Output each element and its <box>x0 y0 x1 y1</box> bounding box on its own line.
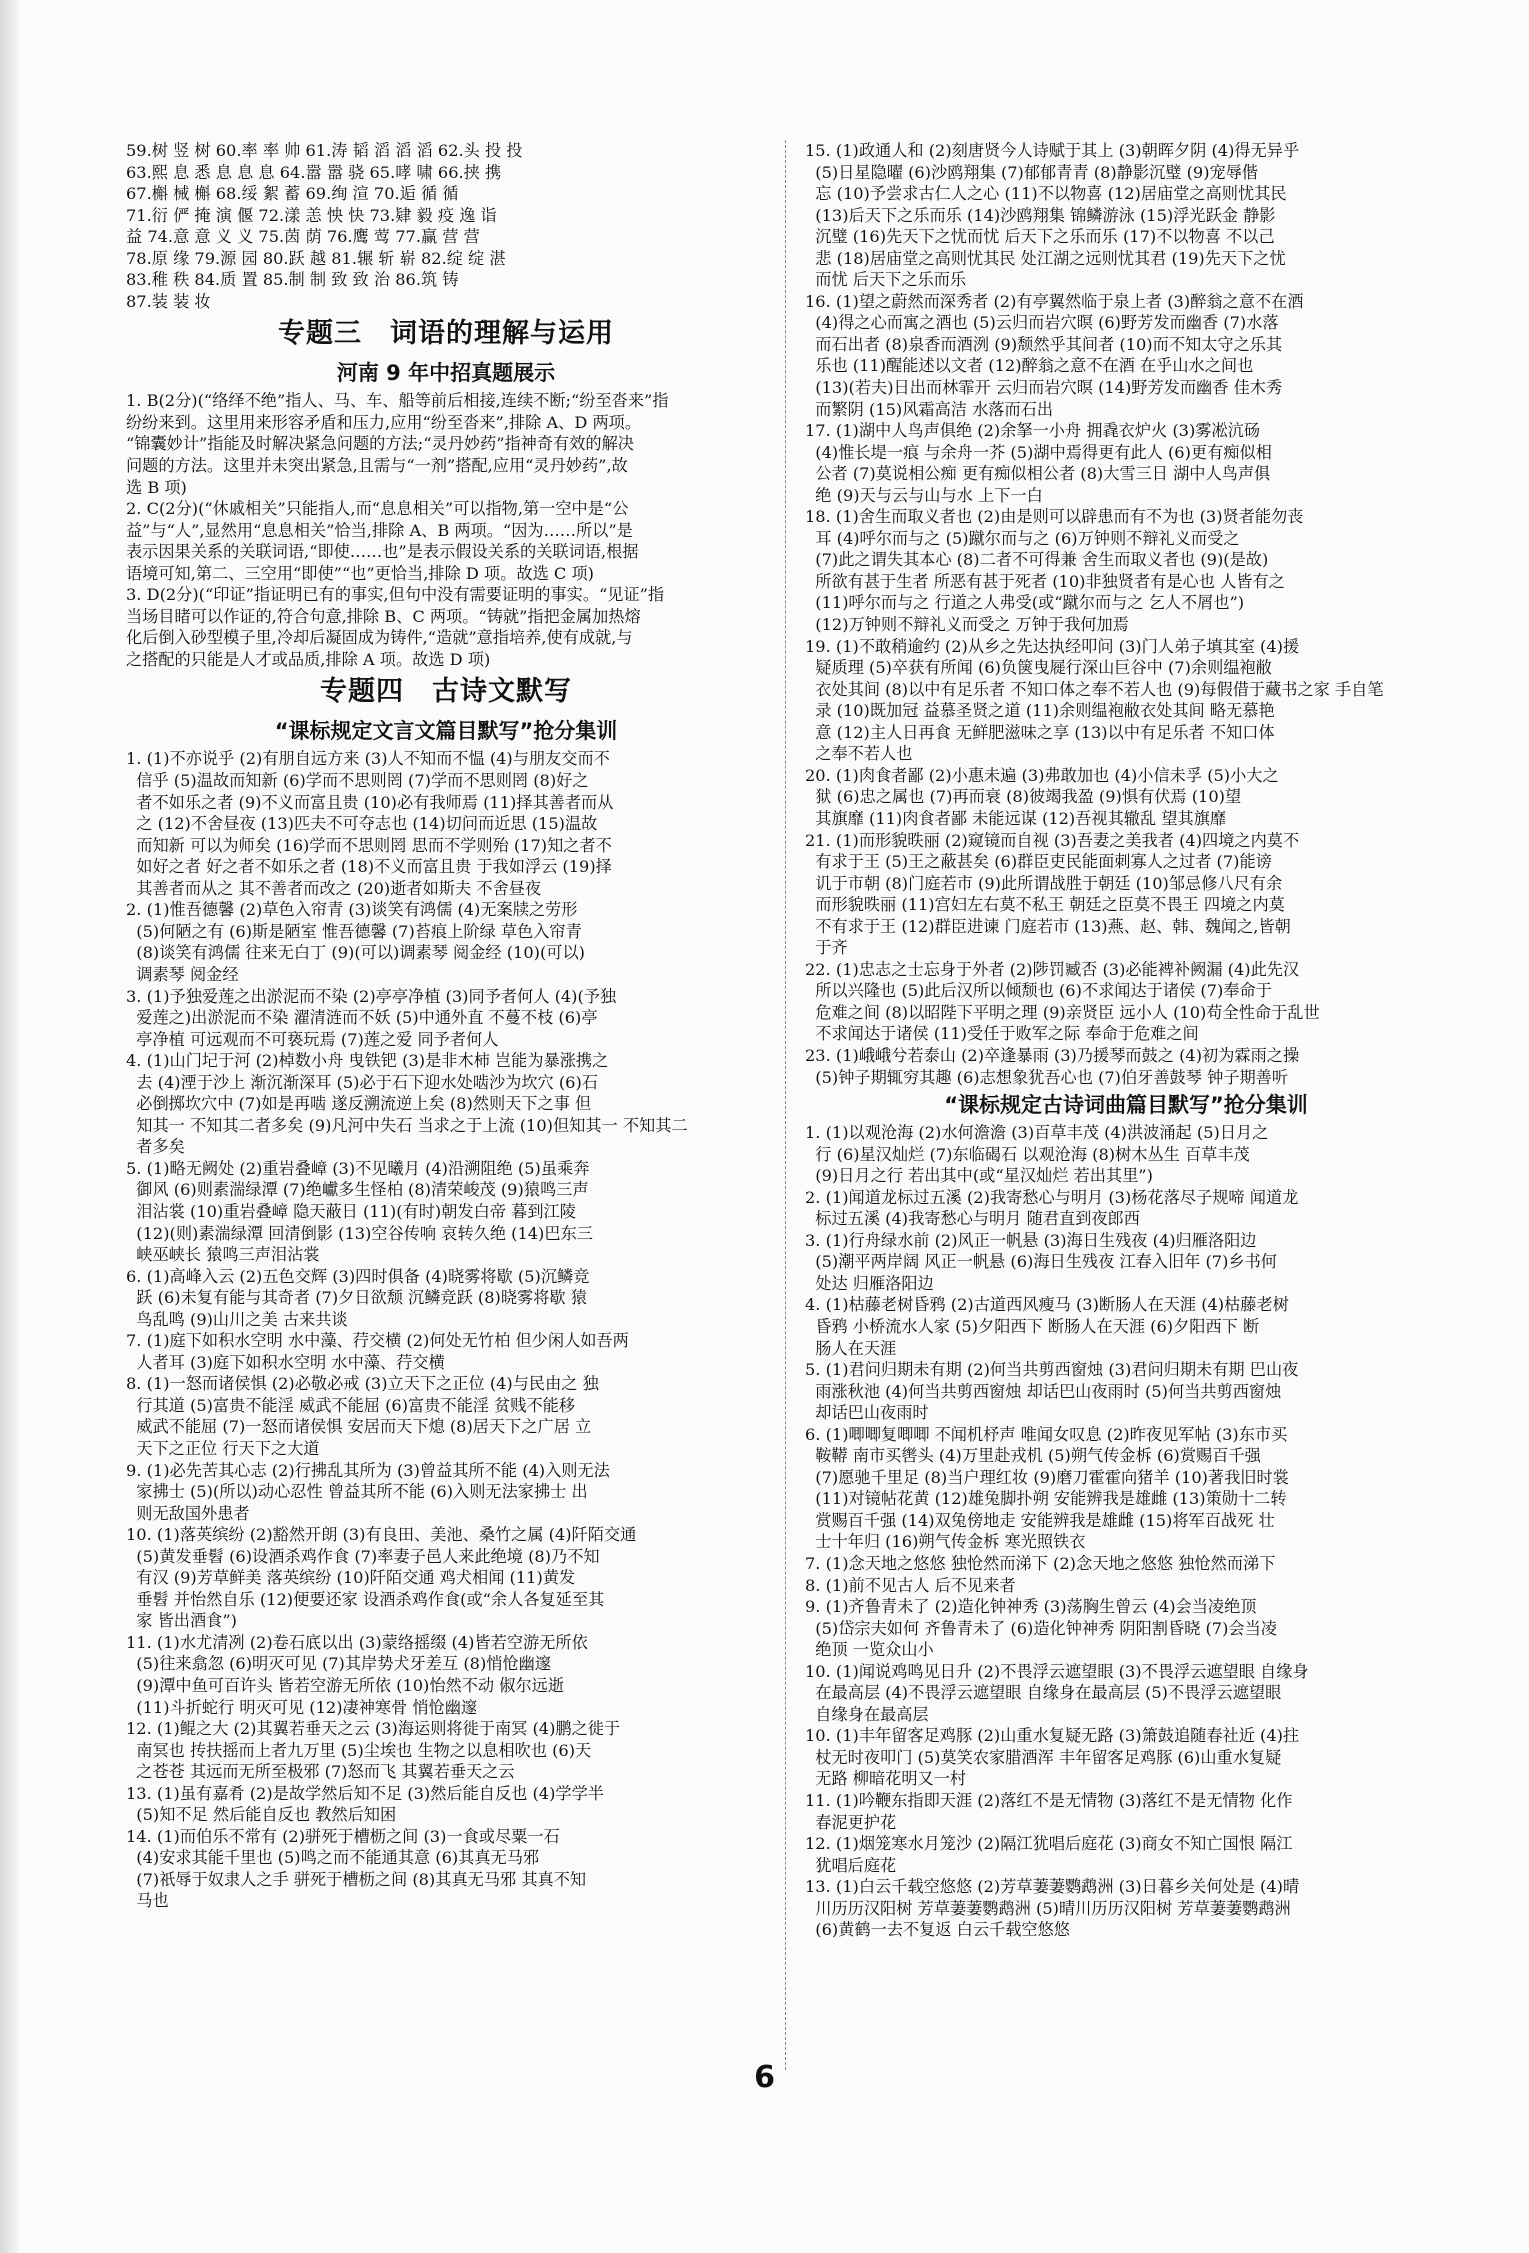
answer-line: 17. (1)湖中人鸟声俱绝 (2)余拏一小舟 拥毳衣炉火 (3)雾凇沆砀 <box>805 421 1261 441</box>
answer-line: (9)潭中鱼可百许头 皆若空游无所依 (10)怡然不动 俶尔远逝 <box>126 1676 565 1695</box>
subsection-heading: “课标规定文言文篇目默写”抢分集训 <box>274 719 618 744</box>
answer-line: (13)(若夫)日出而林霏开 云归而岩穴暝 (14)野芳发而幽香 佳木秀 <box>805 378 1283 398</box>
answer-line: 人者耳 (3)庭下如积水空明 水中藻、荇交横 <box>126 1352 445 1372</box>
answer-line: 疑质理 (5)卒获有所闻 (6)负箧曳屣行深山巨谷中 (7)余则缊袍敝 <box>805 658 1272 678</box>
answer-line: (4)得之心而寓之酒也 (5)云归而岩穴暝 (6)野芳发而幽香 (7)水落 <box>805 313 1279 333</box>
answer-line: 知其一 不知其二者多矣 (9)凡河中失石 当求之于上流 (10)但知其一 不知其二 <box>126 1115 688 1135</box>
answer-line: 18. (1)舍生而取义者也 (2)由是则可以辟患而有不为也 (3)贤者能勿丧 <box>805 507 1304 527</box>
answer-line: 无路 柳暗花明又一村 <box>805 1769 967 1789</box>
answer-line: 危难之间 (8)以昭陛下平明之理 (9)亲贤臣 远小人 (10)苟全性命于乱世 <box>805 1002 1320 1022</box>
answer-line: 问题的方法。这里并未突出紧急,且需与“一剂”搭配,应用“灵丹妙药”,故 <box>126 456 628 476</box>
answer-line: 峡巫峡长 猿鸣三声泪沾裳 <box>126 1245 320 1265</box>
answer-line: 83.稚 秩 84.质 置 85.制 制 致 致 治 86.筑 铸 <box>126 270 459 290</box>
answer-line: 杖无时夜叩门 (5)莫笑农家腊酒浑 丰年留客足鸡豚 (6)山重水复疑 <box>805 1747 1282 1767</box>
answer-line: 赏赐百千强 (14)双兔傍地走 安能辨我是雄雌 (15)将军百战死 壮 <box>805 1510 1275 1530</box>
answer-line: 而知新 可以为师矣 (16)学而不思则罔 思而不学则殆 (17)知之者不 <box>126 835 612 855</box>
answer-line: 表示因果关系的关联词语,“即使……也”是表示假设关系的关联词语,根据 <box>126 542 639 562</box>
answer-line: 狱 (6)忠之属也 (7)再而衰 (8)彼竭我盈 (9)惧有伏焉 (10)望 <box>805 787 1242 807</box>
answer-line: 鸟乱鸣 (9)山川之美 古来共谈 <box>126 1309 348 1329</box>
answer-line: 化后倒入砂型模子里,冷却后凝固成为铸件,“造就”意指培养,使有成就,与 <box>126 628 633 648</box>
answer-line: 处达 归雁洛阳边 <box>805 1273 934 1293</box>
answer-line: 绝顶 一览众山小 <box>805 1640 934 1660</box>
answer-line: 不求闻达于诸侯 (11)受任于败军之际 奉命于危难之间 <box>805 1024 1199 1044</box>
answer-line: (9)日月之行 若出其中(或“星汉灿烂 若出其里”) <box>805 1166 1153 1186</box>
answer-line: 绝 (9)天与云与山与水 上下一白 <box>805 485 1043 505</box>
answer-line: 所欲有甚于生者 所恶有甚于死者 (10)非独贤者有是心也 人皆有之 <box>805 571 1285 591</box>
answer-line: 语境可知,第二、三空用“即使”“也”更恰当,排除 D 项。故选 C 项) <box>126 563 594 583</box>
answer-line: 益 74.意 意 义 义 75.茵 荫 76.鹰 莺 77.赢 营 营 <box>126 227 480 247</box>
answer-line: 泪沾裳 (10)重岩叠嶂 隐天蔽日 (11)(有时)朝发白帝 暮到江陵 <box>126 1201 576 1221</box>
subsection-heading: “课标规定古诗词曲篇目默写”抢分集训 <box>944 1093 1308 1118</box>
answer-line: 肠人在天涯 <box>805 1338 897 1358</box>
answer-line: “锦囊妙计”指能及时解决紧急问题的方法;“灵丹妙药”指神奇有效的解决 <box>126 434 634 454</box>
answer-line: (6)黄鹤一去不复返 白云千载空悠悠 <box>805 1920 1070 1940</box>
answer-line: 其旗靡 (11)肉食者鄙 未能远谋 (12)吾视其辙乱 望其旗靡 <box>805 808 1227 828</box>
answer-line: 不有求于王 (12)群臣进谏 门庭若市 (13)燕、赵、韩、魏闻之,皆朝 <box>805 916 1291 936</box>
answer-line: 1. B(2分)(“络绎不绝”指人、马、车、船等前后相接,连续不断;“纷至沓来”指 <box>126 391 669 411</box>
answer-line: (7)祇辱于奴隶人之手 骈死于槽枥之间 (8)其真无马邪 其真不知 <box>126 1869 587 1889</box>
answer-line: 有汉 (9)芳草鲜美 落英缤纷 (10)阡陌交通 鸡犬相闻 (11)黄发 <box>126 1568 576 1588</box>
answer-line: 沉璧 (16)先天下之忧而忧 后天下之乐而乐 (17)不以物喜 不以己 <box>805 227 1275 247</box>
answer-line: 犹唱后庭花 <box>805 1855 897 1875</box>
answer-line: 3. (1)行舟绿水前 (2)风正一帆悬 (3)海日生残夜 (4)归雁洛阳边 <box>805 1230 1257 1250</box>
answer-line: 爱莲之)出淤泥而不染 濯清涟而不妖 (5)中通外直 不蔓不枝 (6)亭 <box>126 1008 598 1028</box>
answer-line: 11. (1)水尤清冽 (2)卷石底以出 (3)蒙络摇缀 (4)皆若空游无所依 <box>126 1632 588 1652</box>
answer-line: 士十年归 (16)朔气传金柝 寒光照铁衣 <box>805 1532 1086 1552</box>
answer-line: (7)此之谓失其本心 (8)二者不可得兼 舍生而取义者也 (9)(是故) <box>805 550 1269 570</box>
answer-line: 乐也 (11)醒能述以文者 (12)醉翁之意不在酒 在乎山水之间也 <box>805 356 1254 376</box>
answer-line: 行其道 (5)富贵不能淫 威武不能屈 (6)富贵不能淫 贫贱不能移 <box>126 1395 576 1415</box>
answer-line: 标过五溪 (4)我寄愁心与明月 随君直到夜郎西 <box>805 1209 1140 1229</box>
answer-line: 录 (10)既加冠 益慕圣贤之道 (11)余则缊袍敝衣处其间 略无慕艳 <box>805 701 1275 721</box>
section-heading: 专题三 词语的理解与运用 <box>278 318 614 350</box>
answer-line: 15. (1)政通人和 (2)刻唐贤今人诗赋于其上 (3)朝晖夕阴 (4)得无异乎 <box>805 141 1300 160</box>
answer-line: (5)往来翕忽 (6)明灭可见 (7)其岸势犬牙差互 (8)悄怆幽邃 <box>126 1654 552 1674</box>
answer-line: 10. (1)丰年留客足鸡豚 (2)山重水复疑无路 (3)箫鼓追随春社近 (4)拄 <box>805 1726 1300 1746</box>
answer-line: (5)日星隐曜 (6)沙鸥翔集 (7)郁郁青青 (8)静影沉璧 (9)宠辱偕 <box>805 162 1259 182</box>
answer-line: 雨涨秋池 (4)何当共剪西窗烛 却话巴山夜雨时 (5)何当共剪西窗烛 <box>805 1381 1282 1401</box>
answer-line: 4. (1)山门圮于河 (2)棹数小舟 曳铁钯 (3)是非木柿 岂能为暴涨携之 <box>126 1051 609 1071</box>
answer-line: 跃 (6)未复有能与其奇者 (7)夕日欲颓 沉鳞竞跃 (8)晓雾将歇 猿 <box>126 1288 587 1308</box>
answer-line: (13)后天下之乐而乐 (14)沙鸥翔集 锦鳞游泳 (15)浮光跃金 静影 <box>805 205 1276 225</box>
answer-line: 则无敌国外患者 <box>126 1503 250 1523</box>
answer-line: 5. (1)略无阙处 (2)重岩叠嶂 (3)不见曦月 (4)沿溯阻绝 (5)虽乘奔 <box>126 1158 590 1178</box>
answer-line: 12. (1)烟笼寒水月笼沙 (2)隔江犹唱后庭花 (3)商女不知亡国恨 隔江 <box>805 1834 1293 1854</box>
answer-line: 7. (1)庭下如积水空明 水中藻、荇交横 (2)何处无竹柏 但少闲人如吾两 <box>126 1331 629 1351</box>
answer-line: 8. (1)一怒而诸侯惧 (2)必敬必戒 (3)立天下之正位 (4)与民由之 独 <box>126 1374 599 1394</box>
answer-line: 忘 (10)予尝求古仁人之心 (11)不以物喜 (12)居庙堂之高则忧其民 <box>805 184 1287 204</box>
answer-line: 行 (6)星汉灿烂 (7)东临碣石 以观沧海 (8)树木丛生 百草丰茂 <box>805 1144 1250 1164</box>
answer-line: 天下之正位 行天下之大道 <box>126 1438 320 1458</box>
answer-line: 其善者而从之 其不善者而改之 (20)逝者如斯夫 不舍昼夜 <box>126 878 542 898</box>
answer-line: 去 (4)湮于沙上 渐沉渐深耳 (5)必于石下迎水处啮沙为坎穴 (6)石 <box>126 1072 598 1092</box>
answer-line: 自缘身在最高层 <box>805 1704 929 1724</box>
answer-line: 悲 (18)居庙堂之高则忧其民 处江湖之远则忧其君 (19)先天下之忧 <box>805 248 1286 268</box>
answer-line: 而忧 后天下之乐而乐 <box>805 270 967 290</box>
answer-line: 12. (1)鲲之大 (2)其翼若垂天之云 (3)海运则将徙于南冥 (4)鹏之徙于 <box>126 1719 621 1739</box>
answer-line: 益”与“人”,显然用“息息相关”恰当,排除 A、B 两项。“因为……所以”是 <box>126 520 633 540</box>
answer-line: 在最高层 (4)不畏浮云遮望眼 自缘身在最高层 (5)不畏浮云遮望眼 <box>805 1683 1282 1703</box>
answer-line: (4)安求其能千里也 (5)鸣之而不能通其意 (6)其真无马邪 <box>126 1848 540 1868</box>
answer-line: 5. (1)君问归期未有期 (2)何当共剪西窗烛 (3)君问归期未有期 巴山夜 <box>805 1360 1299 1380</box>
answer-line: 6. (1)唧唧复唧唧 不闻机杼声 唯闻女叹息 (2)昨夜见军帖 (3)东市买 <box>805 1424 1288 1444</box>
answer-line: 13. (1)白云千载空悠悠 (2)芳草萋萋鹦鹉洲 (3)日暮乡关何处是 (4)晴 <box>805 1877 1300 1897</box>
answer-line: (5)钟子期辄穷其趣 (6)志想象犹吾心也 (7)伯牙善鼓琴 钟子期善听 <box>805 1067 1289 1087</box>
answer-line: 衣处其间 (8)以中有足乐者 不知口体之奉不若人也 (9)每假借于藏书之家 手自笔 <box>805 679 1384 699</box>
subsection-heading: 河南 9 年中招真题展示 <box>336 361 556 386</box>
answer-line: 调素琴 阅金经 <box>126 964 239 984</box>
answer-line: 3. (1)予独爱莲之出淤泥而不染 (2)亭亭净植 (3)同予者何人 (4)(予独 <box>126 986 617 1006</box>
page-number: 6 <box>754 2060 775 2095</box>
page-edge-shadow <box>0 0 18 2253</box>
answer-line: 鞍鞯 南市买辔头 (4)万里赴戎机 (5)朔气传金柝 (6)赏赐百千强 <box>805 1446 1261 1466</box>
answer-line: 于齐 <box>805 938 848 958</box>
answer-line: 71.衍 俨 掩 演 偃 72.漾 恙 怏 快 73.肄 毅 疫 逸 诣 <box>126 205 497 225</box>
answer-line: 7. (1)念天地之悠悠 独怆然而涕下 (2)念天地之悠悠 独怆然而涕下 <box>805 1554 1276 1573</box>
answer-line: 63.熙 息 悉 息 息 息 64.嚣 嚣 骁 65.哮 啸 66.挟 携 <box>126 162 502 182</box>
answer-line: 10. (1)闻说鸡鸣见日升 (2)不畏浮云遮望眼 (3)不畏浮云遮望眼 自缘身 <box>805 1661 1309 1681</box>
answer-line: 必倒掷坎穴中 (7)如是再啮 遂反溯流逆上矣 (8)然则天下之事 但 <box>126 1094 592 1114</box>
answer-line: 所以兴隆也 (5)此后汉所以倾颓也 (6)不求闻达于诸侯 (7)奉命于 <box>805 981 1272 1001</box>
answer-line: 78.原 缘 79.源 园 80.跃 越 81.辗 斩 崭 82.绽 绽 湛 <box>126 248 506 268</box>
answer-line: 2. (1)闻道龙标过五溪 (2)我寄愁心与明月 (3)杨花落尽子规啼 闻道龙 <box>805 1187 1299 1207</box>
answer-line: 23. (1)峨峨兮若泰山 (2)卒逢暴雨 (3)乃援琴而鼓之 (4)初为霖雨之操 <box>805 1045 1300 1065</box>
answer-line: 67.槲 械 槲 68.绥 絮 蓄 69.绚 渲 70.逅 循 循 <box>126 184 459 204</box>
answer-line: 之奉不若人也 <box>805 744 913 764</box>
answer-line: 讥于市朝 (8)门庭若市 (9)此所谓战胜于朝廷 (10)邹忌修八尺有余 <box>805 873 1283 893</box>
answer-line: (5)知不足 然后能自反也 教然后知困 <box>126 1805 397 1825</box>
answer-line: 川历历汉阳树 芳草萋萋鹦鹉洲 (5)晴川历历汉阳树 芳草萋萋鹦鹉洲 <box>805 1898 1291 1918</box>
answer-line: 2. C(2分)(“休戚相关”只能指人,而“息息相关”可以指物,第一空中是“公 <box>126 499 629 519</box>
answer-line: 之搭配的只能是人才或品质,排除 A 项。故选 D 项) <box>126 649 491 669</box>
answer-line: 而繁阴 (15)风霜高洁 水落而石出 <box>805 399 1054 419</box>
answer-line: 当场目睹可以作证的,符合句意,排除 B、C 两项。“铸就”指把金属加热熔 <box>126 606 641 626</box>
answer-line: 1. (1)以观沧海 (2)水何澹澹 (3)百草丰茂 (4)洪波涌起 (5)日月之 <box>805 1123 1269 1143</box>
answer-line: 者多矣 <box>126 1137 185 1157</box>
answer-line: 6. (1)高峰入云 (2)五色交辉 (3)四时俱备 (4)晓雾将歇 (5)沉鳞竞 <box>126 1266 590 1286</box>
section-heading: 专题四 古诗文默写 <box>320 676 572 708</box>
left-column <box>126 140 766 2140</box>
answer-line: 公者 (7)莫说相公痴 更有痴似相公者 (8)大雪三日 湖中人鸟声俱 <box>805 464 1271 484</box>
answer-line: 10. (1)落英缤纷 (2)豁然开朗 (3)有良田、美池、桑竹之属 (4)阡陌交通 <box>126 1525 637 1545</box>
answer-line: 家拂士 (5)(所以)动心忍性 曾益其所不能 (6)入则无法家拂士 出 <box>126 1482 588 1502</box>
answer-line: 意 (12)主人日再食 无鲜肥滋味之享 (13)以中有足乐者 不知口体 <box>805 722 1275 742</box>
answer-line: (11)呼尔而与之 行道之人弗受(或“蹴尔而与之 乞人不屑也”) <box>805 593 1245 613</box>
answer-line: 纷纷来到。这里用来形容矛盾和压力,应用“纷至沓来”,排除 A、D 两项。 <box>126 412 642 432</box>
answer-line: (5)何陋之有 (6)斯是陋室 惟吾德馨 (7)苔痕上阶绿 草色入帘青 <box>126 921 582 941</box>
answer-line: (12)(则)素湍绿潭 回清倒影 (13)空谷传响 哀转久绝 (14)巴东三 <box>126 1223 593 1243</box>
answer-line: (7)愿驰千里足 (8)当户理红妆 (9)磨刀霍霍向猪羊 (10)著我旧时裳 <box>805 1467 1289 1487</box>
answer-line: 20. (1)肉食者鄙 (2)小惠未遍 (3)弗敢加也 (4)小信未孚 (5)小大之 <box>805 765 1279 785</box>
answer-line: 21. (1)而形貌昳丽 (2)窥镜而自视 (3)吾妻之美我者 (4)四境之内莫不 <box>805 830 1300 850</box>
answer-line: (5)岱宗夫如何 齐鲁青未了 (6)造化钟神秀 阴阳割昏晓 (7)会当凌 <box>805 1618 1277 1638</box>
answer-line: 19. (1)不敢稍逾约 (2)从乡之先达执经叩问 (3)门人弟子填其室 (4)援 <box>805 636 1300 656</box>
answer-line: (5)黄发垂髫 (6)设酒杀鸡作食 (7)率妻子邑人来此绝境 (8)乃不知 <box>126 1546 600 1566</box>
answer-line: 选 B 项) <box>126 477 187 497</box>
answer-line: 马也 <box>126 1891 169 1911</box>
answer-line: (11)对镜帖花黄 (12)雄兔脚扑朔 安能辨我是雄雌 (13)策勋十二转 <box>805 1489 1287 1509</box>
right-column <box>805 140 1447 2140</box>
answer-line: 13. (1)虽有嘉肴 (2)是故学然后知不足 (3)然后能自反也 (4)学学半 <box>126 1783 604 1803</box>
answer-line: 9. (1)齐鲁青未了 (2)造化钟神秀 (3)荡胸生曾云 (4)会当凌绝顶 <box>805 1597 1257 1617</box>
answer-line: 而石出者 (8)泉香而酒洌 (9)颓然乎其间者 (10)而不知太守之乐其 <box>805 334 1283 354</box>
answer-line: 22. (1)忠志之士忘身于外者 (2)陟罚臧否 (3)必能裨补阙漏 (4)此先汉 <box>805 959 1300 979</box>
answer-line: (11)斗折蛇行 明灭可见 (12)凄神寒骨 悄怆幽邃 <box>126 1697 478 1717</box>
column-divider <box>785 140 786 2070</box>
answer-line: 威武不能屈 (7)一怒而诸侯惧 安居而天下熄 (8)居天下之广居 立 <box>126 1417 592 1437</box>
answer-line: 家 皆出酒食”) <box>126 1611 237 1631</box>
answer-line: (4)惟长堤一痕 与余舟一芥 (5)湖中焉得更有此人 (6)更有痴似相 <box>805 442 1272 462</box>
answer-line: 垂髫 并怡然自乐 (12)便要还家 设酒杀鸡作食(或“余人各复延至其 <box>126 1589 605 1609</box>
answer-line: 亭净植 可远观而不可亵玩焉 (7)莲之爱 同予者何人 <box>126 1029 499 1049</box>
answer-line: 却话巴山夜雨时 <box>805 1403 929 1423</box>
answer-line: 8. (1)前不见古人 后不见来者 <box>805 1575 1016 1595</box>
answer-line: 2. (1)惟吾德馨 (2)草色入帘青 (3)谈笑有鸿儒 (4)无案牍之劳形 <box>126 900 578 920</box>
answer-line: 春泥更护花 <box>805 1812 897 1832</box>
answer-line: 耳 (4)呼尔而与之 (5)蹴尔而与之 (6)万钟则不辩礼义而受之 <box>805 528 1240 548</box>
answer-line: 16. (1)望之蔚然而深秀者 (2)有亭翼然临于泉上者 (3)醉翁之意不在酒 <box>805 291 1304 311</box>
answer-line: 87.装 装 妆 <box>126 291 211 311</box>
answer-line: 3. D(2分)(“印证”指证明已有的事实,但句中没有需要证明的事实。“见证”指 <box>126 585 665 605</box>
answer-line: 有求于王 (5)王之蔽甚矣 (6)群臣吏民能面刺寡人之过者 (7)能谤 <box>805 852 1272 872</box>
answer-line: 4. (1)枯藤老树昏鸦 (2)古道西风瘦马 (3)断肠人在天涯 (4)枯藤老树 <box>805 1295 1289 1315</box>
answer-line: 御风 (6)则素湍绿潭 (7)绝巘多生怪柏 (8)清荣峻茂 (9)猿鸣三声 <box>126 1180 589 1200</box>
answer-line: 14. (1)而伯乐不常有 (2)骈死于槽枥之间 (3)一食或尽粟一石 <box>126 1826 560 1846</box>
answer-line: (5)潮平两岸阔 风正一帆悬 (6)海日生残夜 江春入旧年 (7)乡书何 <box>805 1252 1277 1272</box>
answer-line: 而形貌昳丽 (11)宫妇左右莫不私王 朝廷之臣莫不畏王 四境之内莫 <box>805 895 1285 915</box>
answer-line: (8)谈笑有鸿儒 往来无白丁 (9)(可以)调素琴 阅金经 (10)(可以) <box>126 943 585 963</box>
answer-line: (12)万钟则不辩礼义而受之 万钟于我何加焉 <box>805 615 1129 635</box>
answer-line: 昏鸦 小桥流水人家 (5)夕阳西下 断肠人在天涯 (6)夕阳西下 断 <box>805 1316 1260 1336</box>
answer-line: 9. (1)必先苦其心志 (2)行拂乱其所为 (3)曾益其所不能 (4)入则无法 <box>126 1460 610 1480</box>
answer-line: 59.树 竖 树 60.率 率 帅 61.涛 韬 滔 滔 滔 62.头 投 投 <box>126 141 523 160</box>
answer-line: 南冥也 抟扶摇而上者九万里 (5)尘埃也 生物之以息相吹也 (6)天 <box>126 1740 592 1760</box>
answer-line: 者不如乐之者 (9)不义而富且贵 (10)必有我师焉 (11)择其善者而从 <box>126 792 614 812</box>
answer-line: 之苍苍 其远而无所至极邪 (7)怒而飞 其翼若垂天之云 <box>126 1762 515 1782</box>
answer-line: 信乎 (5)温故而知新 (6)学而不思则罔 (7)学而不思则罔 (8)好之 <box>126 771 589 791</box>
answer-line: 1. (1)不亦说乎 (2)有朋自远方来 (3)人不知而不愠 (4)与朋友交而不 <box>126 749 610 769</box>
answer-line: 11. (1)吟鞭东指即天涯 (2)落红不是无情物 (3)落红不是无情物 化作 <box>805 1791 1293 1811</box>
answer-line: 之 (12)不舍昼夜 (13)匹夫不可夺志也 (14)切问而近思 (15)温故 <box>126 814 598 834</box>
answer-line: 如好之者 好之者不如乐之者 (18)不义而富且贵 于我如浮云 (19)择 <box>126 857 612 877</box>
